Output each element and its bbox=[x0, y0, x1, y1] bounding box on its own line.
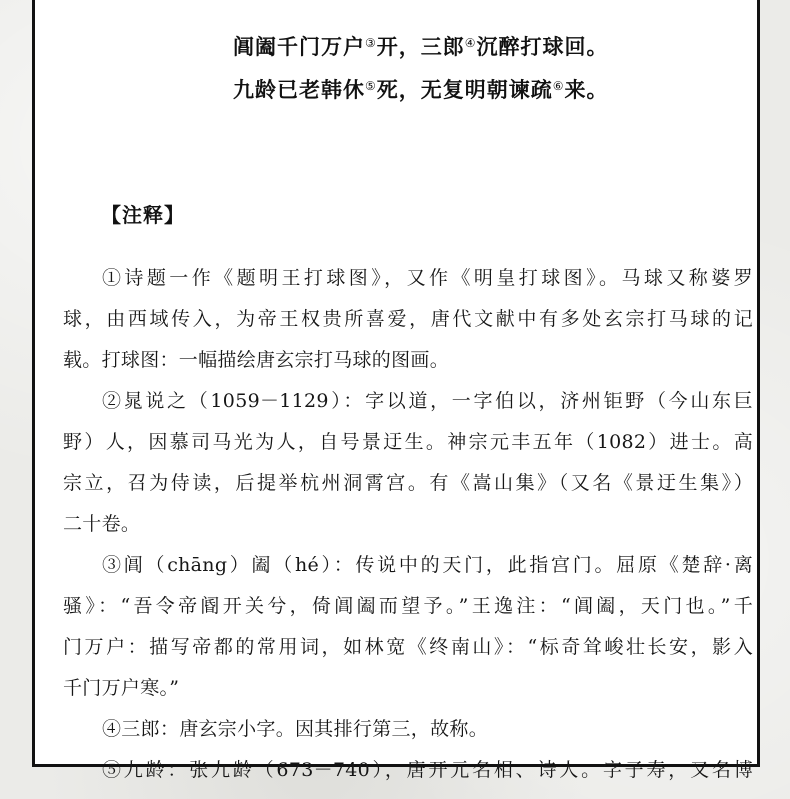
note-line: 球，由西域传入，为帝王权贵所喜爱，唐代文献中有多处玄宗打马球的记 bbox=[63, 308, 753, 330]
poem-line-2 bbox=[233, 74, 609, 104]
note-line: 野）人，因慕司马光为人，自号景迂生。神宗元丰五年（1082）进士。高 bbox=[63, 431, 753, 453]
note-line: 骚》：“吾令帝阍开关兮，倚阊阖而望予。”王逸注：“阊阖，天门也。”千 bbox=[63, 595, 753, 617]
note-line: ②晁说之（1059－1129）：字以道，一字伯以，济州钜野（今山东巨 bbox=[102, 390, 753, 412]
footnote-mark-6: ⑥ bbox=[552, 79, 565, 93]
poem-line-2-part-3: 来。 bbox=[564, 77, 609, 102]
note-line: 门万户：描写帝都的常用词，如林宽《终南山》：“标奇耸峻壮长安，影入 bbox=[63, 636, 753, 658]
poem-line-2-part-2: 死，无复明朝谏疏 bbox=[376, 77, 553, 102]
document-page bbox=[32, 0, 760, 781]
poem-line-1-part-3: 沉醉打球回。 bbox=[476, 34, 609, 59]
footnote-mark-3: ③ bbox=[365, 36, 377, 50]
note-line: ①诗题一作《题明王打球图》，又作《明皇打球图》。马球又称婆罗 bbox=[102, 267, 753, 289]
poem-line-1-part-1: 阊阖千门万户 bbox=[233, 34, 365, 59]
annotations-body bbox=[63, 258, 753, 791]
poem-line-1 bbox=[233, 31, 609, 61]
poem-line-1-part-2: 开，三郎 bbox=[376, 34, 465, 59]
footnote-mark-4: ④ bbox=[464, 36, 477, 50]
poem-line-2-part-1: 九龄已老韩休 bbox=[233, 77, 365, 102]
note-line: 宗立，召为侍读，后提举杭州洞霄宫。有《嵩山集》（又名《景迂生集》） bbox=[63, 472, 753, 494]
note-line: 二十卷。 bbox=[63, 513, 141, 535]
note-line: ④三郎：唐玄宗小字。因其排行第三，故称。 bbox=[102, 718, 489, 740]
note-line: ⑤九龄：张九龄（673－740），唐开元名相、诗人。字子寿，又名博 bbox=[102, 759, 753, 781]
annotations-heading: 【注释】 bbox=[101, 203, 185, 227]
note-line: ③阊（chāng）阖（hé）：传说中的天门，此指宫门。屈原《楚辞·离 bbox=[102, 554, 753, 576]
note-line: 千门万户寒。” bbox=[63, 677, 180, 699]
footnote-mark-5: ⑤ bbox=[365, 79, 377, 93]
note-line: 载。打球图：一幅描绘唐玄宗打马球的图画。 bbox=[63, 349, 450, 371]
